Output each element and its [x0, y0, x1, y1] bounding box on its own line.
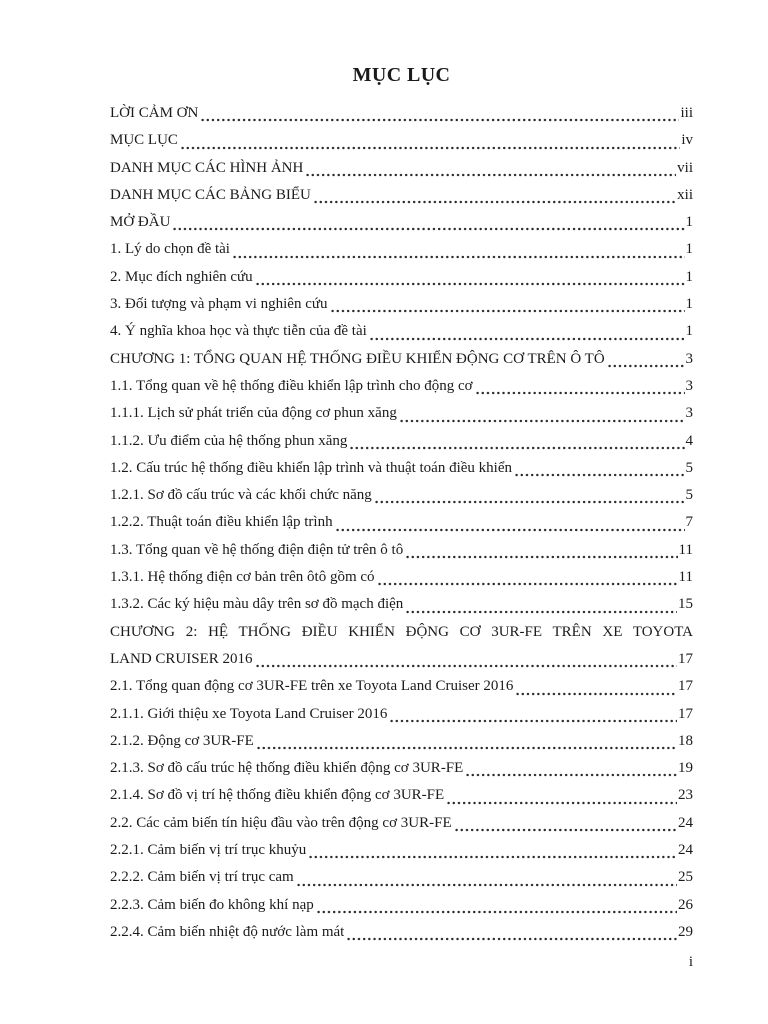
- dot-leader: [373, 482, 685, 509]
- toc-entry: [110, 127, 693, 154]
- toc-entry: [110, 346, 693, 373]
- toc-entry: [110, 482, 693, 509]
- toc-entry-page-number: vii: [677, 159, 693, 176]
- toc-entry-page-number: 3: [685, 405, 693, 422]
- toc-entry-page-number: 17: [678, 678, 693, 695]
- toc-entry-page-number: 1: [685, 296, 693, 313]
- dot-leader: [404, 591, 677, 618]
- dot-leader: [304, 155, 676, 182]
- toc-entry-title: DANH MỤC CÁC HÌNH ẢNH: [110, 159, 304, 176]
- toc-entry-title: CHƯƠNG 1: TỔNG QUAN HỆ THỐNG ĐIỀU KHIỂN ĐỘNG CƠ TRÊN Ô TÔ: [110, 350, 605, 367]
- toc-entry-title: LỜI CẢM ƠN: [110, 105, 199, 121]
- dot-leader: [513, 455, 685, 482]
- dot-leader: [388, 701, 677, 728]
- toc-entry-page-number: 18: [678, 732, 693, 749]
- toc-entry: [110, 810, 693, 837]
- toc-entry-title: 2.2.1. Cảm biến vị trí trục khuỷu: [110, 842, 307, 859]
- dot-leader: [255, 728, 677, 755]
- toc-entry-page-number: 1: [685, 214, 693, 231]
- toc-entry-page-number: 26: [678, 896, 693, 913]
- toc-entry-title: 1.1. Tổng quan về hệ thống điều khiển lập trình cho động cơ: [110, 377, 473, 394]
- toc-entry: [110, 182, 693, 209]
- toc-entry: [110, 209, 693, 236]
- dot-leader: [368, 318, 685, 345]
- dot-leader: [329, 291, 685, 318]
- toc-entry-page-number: 3: [685, 350, 693, 367]
- toc-entry-title: 1.2. Cấu trúc hệ thống điều khiển lập trình và thuật toán điều khiển: [110, 459, 512, 476]
- toc-entry-page-number: 17: [678, 650, 693, 667]
- dot-leader: [445, 782, 677, 809]
- dot-leader: [254, 646, 677, 673]
- toc-entry-title: 2.1. Tổng quan động cơ 3UR-FE trên xe Toyota Land Cruiser 2016: [110, 678, 514, 695]
- dot-leader: [453, 810, 677, 837]
- dot-leader: [179, 127, 680, 154]
- toc-entry-page-number: xii: [677, 186, 693, 203]
- page-title: MỤC LỤC: [352, 64, 451, 86]
- toc-entry: [110, 291, 693, 318]
- dot-leader: [474, 373, 685, 400]
- toc-entry: [110, 701, 693, 728]
- toc-entry-title: 1.3.1. Hệ thống điện cơ bản trên ôtô gồm có: [110, 569, 375, 586]
- toc-entry: [110, 919, 693, 946]
- toc-entry: [110, 755, 693, 782]
- toc-entry: [110, 673, 693, 700]
- toc-entry-title: 2.1.4. Sơ đồ vị trí hệ thống điều khiển động cơ 3UR-FE: [110, 787, 445, 804]
- toc-entry: [110, 837, 693, 864]
- toc-entry-page-number: iv: [681, 132, 693, 149]
- dot-leader: [334, 509, 685, 536]
- dot-leader: [514, 673, 677, 700]
- dot-leader: [464, 755, 677, 782]
- dot-leader: [171, 209, 684, 236]
- dot-leader: [295, 864, 677, 891]
- dot-leader: [376, 564, 678, 591]
- toc-entry-title: 1.3. Tổng quan về hệ thống điện điện tử trên ô tô: [110, 541, 404, 558]
- toc-entry: [110, 537, 693, 564]
- dot-leader: [398, 400, 685, 427]
- toc-entry-page-number: 1: [685, 323, 693, 340]
- toc-entry: [110, 155, 693, 182]
- toc-entry-page-number: 1: [685, 241, 693, 258]
- page-footer: [110, 949, 693, 976]
- toc-entry-page-number: iii: [680, 105, 693, 121]
- toc-entry-title: 4. Ý nghĩa khoa học và thực tiễn của đề tài: [110, 323, 367, 340]
- dot-leader: [254, 264, 685, 291]
- toc-entry-page-number: 5: [685, 459, 693, 476]
- toc-entry-page-number: 24: [678, 814, 693, 831]
- dot-leader: [404, 537, 677, 564]
- toc-entry-page-number: 19: [678, 760, 693, 777]
- toc-entry-title: LAND CRUISER 2016: [110, 650, 253, 667]
- toc-entry: [110, 782, 693, 809]
- toc-entry: [110, 400, 693, 427]
- toc-entry-title: 1.2.2. Thuật toán điều khiển lập trình: [110, 514, 333, 531]
- dot-leader: [315, 892, 677, 919]
- toc-entry-title: 1.1.1. Lịch sử phát triển của động cơ phun xăng: [110, 405, 397, 422]
- footer-page-number: i: [688, 954, 693, 971]
- toc-entry-title: 2.2. Các cảm biến tín hiệu đầu vào trên động cơ 3UR-FE: [110, 814, 452, 831]
- toc-entry: [110, 509, 693, 536]
- dot-leader: [312, 182, 676, 209]
- dot-leader: [606, 346, 685, 373]
- dot-leader: [348, 428, 684, 455]
- toc-entry-title: 2.2.3. Cảm biến đo không khí nạp: [110, 896, 314, 913]
- toc-entry: [110, 892, 693, 919]
- toc-entry-title: 1.3.2. Các ký hiệu màu dây trên sơ đồ mạch điện: [110, 596, 404, 613]
- dot-leader: [345, 919, 677, 946]
- toc-entry-title: 2.1.1. Giới thiệu xe Toyota Land Cruiser 2016: [110, 705, 388, 722]
- toc-entry-title: 1.2.1. Sơ đồ cấu trúc và các khối chức năng: [110, 487, 372, 504]
- toc-entry-title: DANH MỤC CÁC BẢNG BIỂU: [110, 186, 311, 203]
- dot-leader: [307, 837, 677, 864]
- toc-entry-page-number: 3: [685, 377, 693, 394]
- dot-leader: [199, 100, 679, 127]
- toc-entry: [110, 646, 693, 673]
- toc-list: [110, 100, 693, 946]
- toc-entry-title: 2.1.2. Động cơ 3UR-FE: [110, 732, 254, 749]
- dot-leader: [231, 236, 685, 263]
- toc-entry-title: 3. Đối tượng và phạm vi nghiên cứu: [110, 296, 328, 313]
- toc-entry: [110, 428, 693, 455]
- toc-entry-page-number: 5: [685, 487, 693, 504]
- toc-entry-page-number: 15: [678, 596, 693, 613]
- toc-entry-page-number: 11: [678, 569, 693, 586]
- toc-entry-page-number: 4: [685, 432, 693, 449]
- toc-entry-title: 2. Mục đích nghiên cứu: [110, 268, 253, 285]
- toc-entry-title: 2.2.4. Cảm biến nhiệt độ nước làm mát: [110, 923, 345, 940]
- toc-entry-page-number: 23: [678, 787, 693, 804]
- toc-entry-title: 1.1.2. Ưu điểm của hệ thống phun xăng: [110, 432, 348, 449]
- toc-entry: [110, 864, 693, 891]
- toc-entry-title: MỤC LỤC: [110, 132, 178, 149]
- toc-entry: [110, 236, 693, 263]
- toc-entry-page-number: 25: [678, 869, 693, 886]
- toc-entry-title: MỞ ĐẦU: [110, 214, 171, 231]
- toc-entry-page-number: 7: [685, 514, 693, 531]
- toc-entry-page-number: 11: [678, 541, 693, 558]
- toc-entry: [110, 728, 693, 755]
- toc-entry: [110, 455, 693, 482]
- toc-entry-title: 2.1.3. Sơ đồ cấu trúc hệ thống điều khiển động cơ 3UR-FE: [110, 760, 464, 777]
- toc-entry-page-number: 24: [678, 842, 693, 859]
- toc-entry: [110, 591, 693, 618]
- toc-entry-title: 1. Lý do chọn đề tài: [110, 241, 230, 258]
- toc-entry: [110, 318, 693, 345]
- toc-entry: [110, 564, 693, 591]
- toc-entry-wrapped-line: CHƯƠNG 2: HỆ THỐNG ĐIỀU KHIỂN ĐỘNG CƠ 3UR-FE TRÊN XE TOYOTA: [110, 623, 693, 640]
- toc-entry: [110, 100, 693, 127]
- toc-entry-page-number: 29: [678, 923, 693, 940]
- page-content: [110, 62, 693, 977]
- toc-entry-page-number: 17: [678, 705, 693, 722]
- toc-entry-title: 2.2.2. Cảm biến vị trí trục cam: [110, 869, 294, 886]
- toc-entry-page-number: 1: [685, 268, 693, 285]
- toc-entry: [110, 373, 693, 400]
- toc-entry: [110, 264, 693, 291]
